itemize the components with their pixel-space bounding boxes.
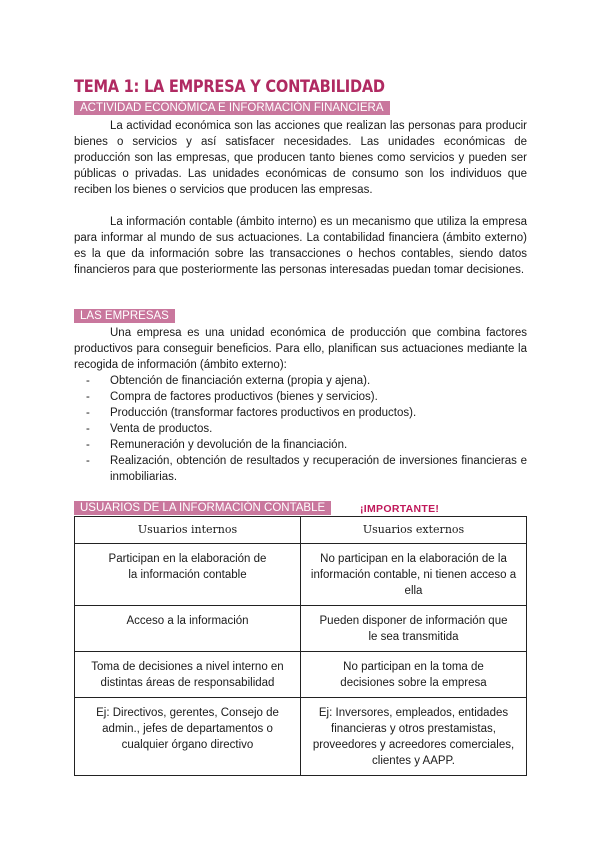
list-item-text: Obtención de financiación externa (propia y ajena). [110,375,371,387]
list-item [86,373,527,389]
section-label-empresas: LAS EMPRESAS [74,309,175,323]
paragraph-actividad-1: La actividad económica son las acciones que realizan las personas para producir bienes o servicios y así satisfacer necesidades. Las unidades económicas de producción son las empresas, que producen tanto bienes como servicios y pueden ser públicas o privadas. Las unidades económicas de consumo son los individuos que reciben los bienes o servicios que producen las empresas. [74,120,527,196]
list-item [86,405,527,421]
empresas-list [86,373,527,485]
table-cell: No participan en la elaboración de la información contable, ni tienen acceso a ella [301,544,527,606]
dash-bullet: - [86,391,90,403]
paragraph-actividad-2: La información contable (ámbito interno) es un mecanismo que utiliza la empresa para informar al mundo de sus actuaciones. La contabilidad financiera (ámbito externo) es la que da información sobre las transacciones o hechos contables, siendo datos financieros para que posteriormente las personas interesadas puedan tomar decisiones. [74,216,527,276]
dash-bullet: - [86,439,90,451]
dash-bullet: - [86,407,90,419]
table-cell: Ej: Inversores, empleados, entidades financieras y otros prestamistas, proveedores y acreedores comerciales, clientes y AAPP. [301,698,527,776]
table-cell: Acceso a la información [75,606,301,652]
dash-bullet: - [86,423,90,435]
dash-bullet: - [86,455,90,467]
table-row [75,698,527,776]
list-item-text: Remuneración y devolución de la financiación. [110,439,348,451]
table-cell: Participan en la elaboración de la información contable [75,544,301,606]
table-cell: Pueden disponer de información que le sea transmitida [301,606,527,652]
list-item [86,453,527,485]
table-row [75,544,527,606]
users-table [74,516,527,776]
list-item [86,389,527,405]
list-item-text: Realización, obtención de resultados y recuperación de inversiones financieras e inmobiliarias. [110,455,527,483]
list-item-text: Venta de productos. [110,423,213,435]
table-header-row [75,517,527,544]
important-note: ¡IMPORTANTE! [360,503,440,515]
header-internal-users: Usuarios internos [75,517,301,544]
table-row [75,652,527,698]
list-item [86,421,527,437]
table-cell: No participan en la toma de decisiones sobre la empresa [301,652,527,698]
paragraph-empresas-1: Una empresa es una unidad económica de producción que combina factores productivos para conseguir beneficios. Para ello, planifican sus actuaciones mediante la recogida de información (ámbito externo): [74,327,527,371]
table-row [75,606,527,652]
table-cell: Ej: Directivos, gerentes, Consejo de admin., jefes de departamentos o cualquier órgano directivo [75,698,301,776]
section-label-actividad: ACTIVIDAD ECONÓMICA E INFORMACIÓN FINANCIERA [74,101,390,115]
list-item-text: Compra de factores productivos (bienes y servicios). [110,391,378,403]
table-cell: Toma de decisiones a nivel interno en distintas áreas de responsabilidad [75,652,301,698]
list-item [86,437,527,453]
dash-bullet: - [86,375,90,387]
list-item-text: Producción (transformar factores productivos en productos). [110,407,417,419]
section-label-usuarios: USUARIOS DE LA INFORMACIÓN CONTABLE [74,501,331,515]
page-title: TEMA 1: LA EMPRESA Y CONTABILIDAD [74,77,385,97]
header-external-users: Usuarios externos [301,517,527,544]
